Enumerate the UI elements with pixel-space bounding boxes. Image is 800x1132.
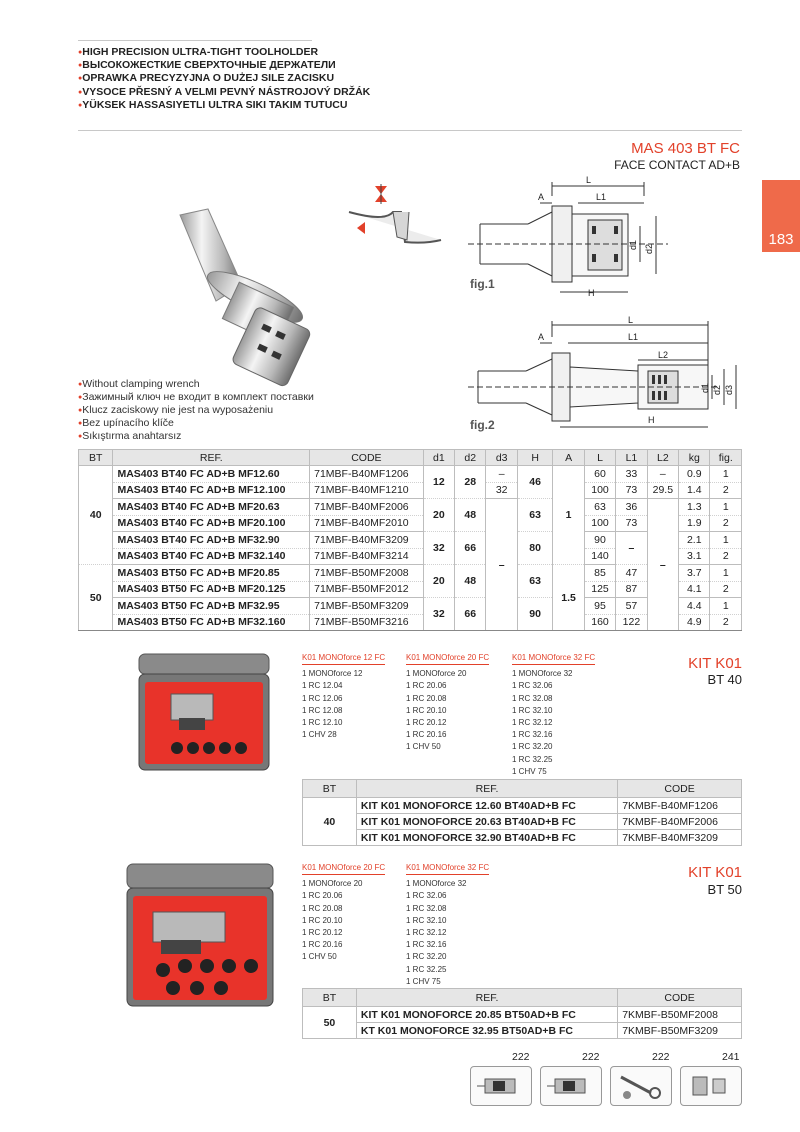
ref-cell: KT K01 MONOFORCE 32.95 BT50AD+B FC [356,1023,617,1039]
table-row [79,499,742,516]
table-row [79,565,742,582]
d1-cell: 32 [423,598,454,631]
col-bt: BT [79,450,113,466]
ref-cell: MAS403 BT40 FC AD+B MF20.63 [113,499,310,516]
col-l1: L1 [616,450,647,466]
l-cell: 95 [584,598,615,615]
kit-item: 1 CHV 75 [512,766,547,776]
h-cell: 80 [517,532,552,565]
col-d1: d1 [423,450,454,466]
d2-cell: 48 [455,565,486,598]
ref-cell: MAS403 BT40 FC AD+B MF12.60 [113,466,310,483]
l2-cell: – [647,499,678,631]
l1-cell: 36 [616,499,647,516]
related-thumb-wrenches[interactable] [610,1066,672,1106]
kit-item: 1 RC 12.06 [302,693,343,703]
kit-item: 1 RC 20.08 [302,903,343,913]
kit-item: 1 RC 20.10 [406,705,447,715]
kit-item: 1 RC 32.16 [512,730,553,740]
table-row [79,581,742,598]
l-cell: 63 [584,499,615,516]
fig2-dim-L1: L1 [628,332,639,342]
l1-cell: 87 [616,581,647,598]
table-row [303,1007,742,1023]
l-cell: 85 [584,565,615,582]
kit-column-header: K01 MONOforce 20 FC [406,652,489,665]
kit-bt40-table [302,779,742,846]
fig1-dim-H: H [588,288,595,298]
kit-column-header: K01 MONOforce 20 FC [302,862,385,875]
kit-item: 1 RC 12.04 [302,681,343,691]
kit-item: 1 MONOforce 20 [406,669,467,679]
l1-cell: 122 [616,614,647,631]
table-row [79,614,742,631]
ref-cell: KIT K01 MONOFORCE 12.60 BT40AD+B FC [356,798,617,814]
fig1-dim-d1: d1 [628,239,638,250]
col-a: A [553,450,584,466]
ref-cell: MAS403 BT50 FC AD+B MF20.125 [113,581,310,598]
code-cell: 71MBF-B50MF2012 [310,581,424,598]
col-d2: d2 [455,450,486,466]
l1-cell: 47 [616,565,647,582]
related-thumb-collet-chuck[interactable] [470,1066,532,1106]
code-cell: 7KMBF-B40MF3209 [618,830,742,846]
l-cell: 90 [584,532,615,549]
table-row [79,482,742,499]
fig1-dim-L1: L1 [596,192,607,202]
fig1-dim-d2: d2 [644,243,654,254]
kit-item: 1 RC 20.06 [406,681,447,691]
d3-cell: 32 [486,482,517,499]
code-cell: 71MBF-B40MF3214 [310,548,424,565]
collet-icon [681,1067,741,1105]
l-cell: 125 [584,581,615,598]
kit-bt50-case-image [123,862,277,1010]
related-page-number: 222 [652,1051,670,1063]
col-ref: REF. [356,989,617,1007]
fig-cell: 1 [710,598,742,615]
code-cell: 7KMBF-B50MF3209 [618,1023,742,1039]
l1-cell: 57 [616,598,647,615]
h-cell: 46 [517,466,552,499]
a-cell: 1 [553,466,584,565]
note: ● Bez upínacího klíče [78,417,314,430]
table-row [79,598,742,615]
h-cell: 63 [517,565,552,598]
code-cell: 71MBF-B40MF1206 [310,466,424,483]
table-row [79,466,742,483]
col-h: H [517,450,552,466]
kit-item: 1 RC 20.12 [406,718,447,728]
d1-cell: 20 [423,499,454,532]
kit-item: 1 RC 12.10 [302,718,343,728]
kg-cell: 1.3 [679,499,710,516]
d2-cell: 66 [455,532,486,565]
kit-item: 1 RC 32.25 [512,754,553,764]
page-number-tab [762,180,800,252]
kit-item: 1 CHV 75 [406,976,441,986]
bt-group: 50 [79,565,113,631]
kit-item: 1 MONOforce 32 [512,669,573,679]
kit-bt40-subtitle: BT 40 [707,672,742,687]
col-code: CODE [618,989,742,1007]
kg-cell: 4.9 [679,614,710,631]
fig2-dim-d2: d2 [712,384,722,395]
kit-item: 1 RC 20.16 [406,730,447,740]
table-row [79,532,742,549]
ref-cell: MAS403 BT40 FC AD+B MF32.140 [113,548,310,565]
related-page-number: 241 [722,1051,740,1063]
code-cell: 7KMBF-B40MF2006 [618,814,742,830]
col-l: L [584,450,615,466]
ref-cell: MAS403 BT40 FC AD+B MF20.100 [113,515,310,532]
related-page-number: 222 [512,1051,530,1063]
fig-cell: 1 [710,499,742,516]
col-fig: fig. [710,450,742,466]
code-cell: 71MBF-B50MF3216 [310,614,424,631]
d2-cell: 28 [455,466,486,499]
l-cell: 100 [584,482,615,499]
d2-cell: 48 [455,499,486,532]
kit-column-header: K01 MONOforce 12 FC [302,652,385,665]
fig-cell: 1 [710,466,742,483]
ref-cell: MAS403 BT50 FC AD+B MF20.85 [113,565,310,582]
note: ● Sıkıştırma anahtarsız [78,430,314,443]
table-row [79,515,742,532]
kit-bt40-col-32 [512,652,595,778]
fig-cell: 2 [710,482,742,499]
fig-cell: 1 [710,532,742,549]
product-title: MAS 403 BT FC [631,140,740,157]
fig1-dim-L: L [586,175,592,185]
kit-item: 1 RC 32.12 [512,718,553,728]
note: ● Klucz zaciskowy nie jest na wyposażeniu [78,404,314,417]
kit-item: 1 RC 20.10 [302,915,343,925]
l1-cell: – [616,532,647,565]
kit-item: 1 MONOforce 20 [302,879,363,889]
ref-cell: KIT K01 MONOFORCE 32.90 BT40AD+B FC [356,830,617,846]
code-cell: 71MBF-B50MF3209 [310,598,424,615]
l-cell: 60 [584,466,615,483]
code-cell: 71MBF-B40MF1210 [310,482,424,499]
fig2-dim-L2: L2 [658,350,669,360]
kit-item: 1 CHV 28 [302,730,337,740]
col-code: CODE [618,780,742,798]
kit-item: 1 RC 20.12 [302,928,343,938]
code-cell: 71MBF-B40MF2010 [310,515,424,532]
d3-cell: – [486,499,517,631]
col-ref: REF. [356,780,617,798]
product-table [78,449,742,631]
d1-cell: 32 [423,532,454,565]
header-line: ● VYSOCE PŘESNÝ A VELMI PEVNÝ NÁSTROJOVÝ DRŽÁK [78,86,370,99]
ref-cell: KIT K01 MONOFORCE 20.63 BT40AD+B FC [356,814,617,830]
fig-cell: 2 [710,548,742,565]
header-line: ● YÜKSEK HASSASIYETLI ULTRA SIKI TAKIM TUTUCU [78,99,370,112]
table-row [303,814,742,830]
kit-column-header: K01 MONOforce 32 FC [512,652,595,665]
d2-cell: 66 [455,598,486,631]
a-cell: 1.5 [553,565,584,631]
h-cell: 63 [517,499,552,532]
table-row [303,798,742,814]
collet-chuck-icon [541,1067,601,1105]
page-number: 183 [768,231,794,248]
fig2-drawing [468,315,748,435]
kit-item: 1 RC 32.25 [406,964,447,974]
kit-item: 1 RC 32.08 [406,903,447,913]
kg-cell: 4.1 [679,581,710,598]
kit-item: 1 RC 20.06 [302,891,343,901]
fig1-label: fig.1 [470,277,495,291]
header-line: ● ВЫСОКОЖЕСТКИЕ СВЕРХТОЧНЫЕ ДЕРЖАТЕЛИ [78,59,370,72]
col-l2: L2 [647,450,678,466]
wrench-icon [611,1067,671,1105]
fig-cell: 2 [710,614,742,631]
table-header-row [79,450,742,466]
table-row [303,1023,742,1039]
code-cell: 71MBF-B40MF3209 [310,532,424,549]
kg-cell: 1.4 [679,482,710,499]
kit-bt40-case-image [135,652,273,774]
kit-item: 1 RC 32.06 [406,891,447,901]
fig1-drawing [468,172,683,300]
ref-cell: MAS403 BT50 FC AD+B MF32.160 [113,614,310,631]
note: ● Without clamping wrench [78,378,314,391]
header-line: ● OPRAWKA PRECYZYJNA O DUŻEJ SILE ZACISKU [78,72,370,85]
kit-item: 1 CHV 50 [406,742,441,752]
fig-cell: 2 [710,515,742,532]
col-kg: kg [679,450,710,466]
kit-bt40-col-12 [302,652,385,741]
collet-chuck-icon [471,1067,531,1105]
code-cell: 7KMBF-B40MF1206 [618,798,742,814]
fig-cell: 2 [710,581,742,598]
ref-cell: KIT K01 MONOFORCE 20.85 BT50AD+B FC [356,1007,617,1023]
col-bt: BT [303,989,357,1007]
kit-bt50-title: KIT K01 [688,864,742,881]
kit-column-header: K01 MONOforce 32 FC [406,862,489,875]
bt-group: 40 [79,466,113,565]
kg-cell: 4.4 [679,598,710,615]
related-thumb-collet-chuck-2[interactable] [540,1066,602,1106]
fig1-dim-A: A [538,192,545,202]
kit-bt50-table [302,988,742,1039]
kit-item: 1 CHV 50 [302,952,337,962]
kit-item: 1 RC 32.16 [406,940,447,950]
d1-cell: 12 [423,466,454,499]
fig2-label: fig.2 [470,418,495,432]
col-bt: BT [303,780,357,798]
kg-cell: 3.1 [679,548,710,565]
l2-cell: 29.5 [647,482,678,499]
kg-cell: 0.9 [679,466,710,483]
col-d3: d3 [486,450,517,466]
kit-item: 1 RC 32.06 [512,681,553,691]
fig2-dim-d1: d1 [700,382,710,393]
kit-bt40-title: KIT K01 [688,655,742,672]
fig-cell: 1 [710,565,742,582]
ref-cell: MAS403 BT40 FC AD+B MF12.100 [113,482,310,499]
bt-group: 50 [303,1007,357,1039]
fig2-dim-d3: d3 [724,384,734,395]
kit-item: 1 RC 20.16 [302,940,343,950]
note: ● Зажимный ключ не входит в комплект поставки [78,391,314,404]
l1-cell: 73 [616,515,647,532]
product-subtitle: FACE CONTACT AD+B [614,158,740,172]
kit-item: 1 RC 32.10 [512,705,553,715]
notes-list [78,378,314,443]
kit-item: 1 MONOforce 32 [406,879,467,889]
kg-cell: 1.9 [679,515,710,532]
fig2-dim-A: A [538,332,545,342]
kit-item: 1 RC 32.12 [406,928,447,938]
kit-bt40-col-20 [406,652,489,754]
kit-item: 1 RC 32.20 [406,952,447,962]
l2-cell: – [647,466,678,483]
l1-cell: 73 [616,482,647,499]
fig2-dim-H: H [648,415,655,425]
d1-cell: 20 [423,565,454,598]
col-ref: REF. [113,450,310,466]
kit-item: 1 RC 32.20 [512,742,553,752]
h-cell: 90 [517,598,552,631]
kit-bt50-col-32 [406,862,489,988]
kit-item: 1 RC 32.10 [406,915,447,925]
code-cell: 71MBF-B50MF2008 [310,565,424,582]
l1-cell: 33 [616,466,647,483]
kit-bt50-col-20 [302,862,385,964]
l-cell: 100 [584,515,615,532]
table-header-row [303,989,742,1007]
kit-item: 1 MONOforce 12 [302,669,363,679]
header-lines [78,46,370,112]
related-thumb-collets[interactable] [680,1066,742,1106]
code-cell: 71MBF-B40MF2006 [310,499,424,516]
ref-cell: MAS403 BT40 FC AD+B MF32.90 [113,532,310,549]
fig2-dim-L: L [628,315,634,325]
code-cell: 7KMBF-B50MF2008 [618,1007,742,1023]
table-row [303,830,742,846]
l-cell: 140 [584,548,615,565]
kit-item: 1 RC 32.08 [512,693,553,703]
related-page-number: 222 [582,1051,600,1063]
groove-detail-image [345,182,445,260]
ref-cell: MAS403 BT50 FC AD+B MF32.95 [113,598,310,615]
kg-cell: 2.1 [679,532,710,549]
d3-cell: – [486,466,517,483]
table-header-row [303,780,742,798]
header-line: ● HIGH PRECISION ULTRA-TIGHT TOOLHOLDER [78,46,370,59]
bt-group: 40 [303,798,357,846]
toolholder-image [170,205,335,395]
kit-item: 1 RC 20.08 [406,693,447,703]
kit-bt50-subtitle: BT 50 [707,882,742,897]
kg-cell: 3.7 [679,565,710,582]
kit-item: 1 RC 12.08 [302,705,343,715]
l-cell: 160 [584,614,615,631]
col-code: CODE [310,450,424,466]
